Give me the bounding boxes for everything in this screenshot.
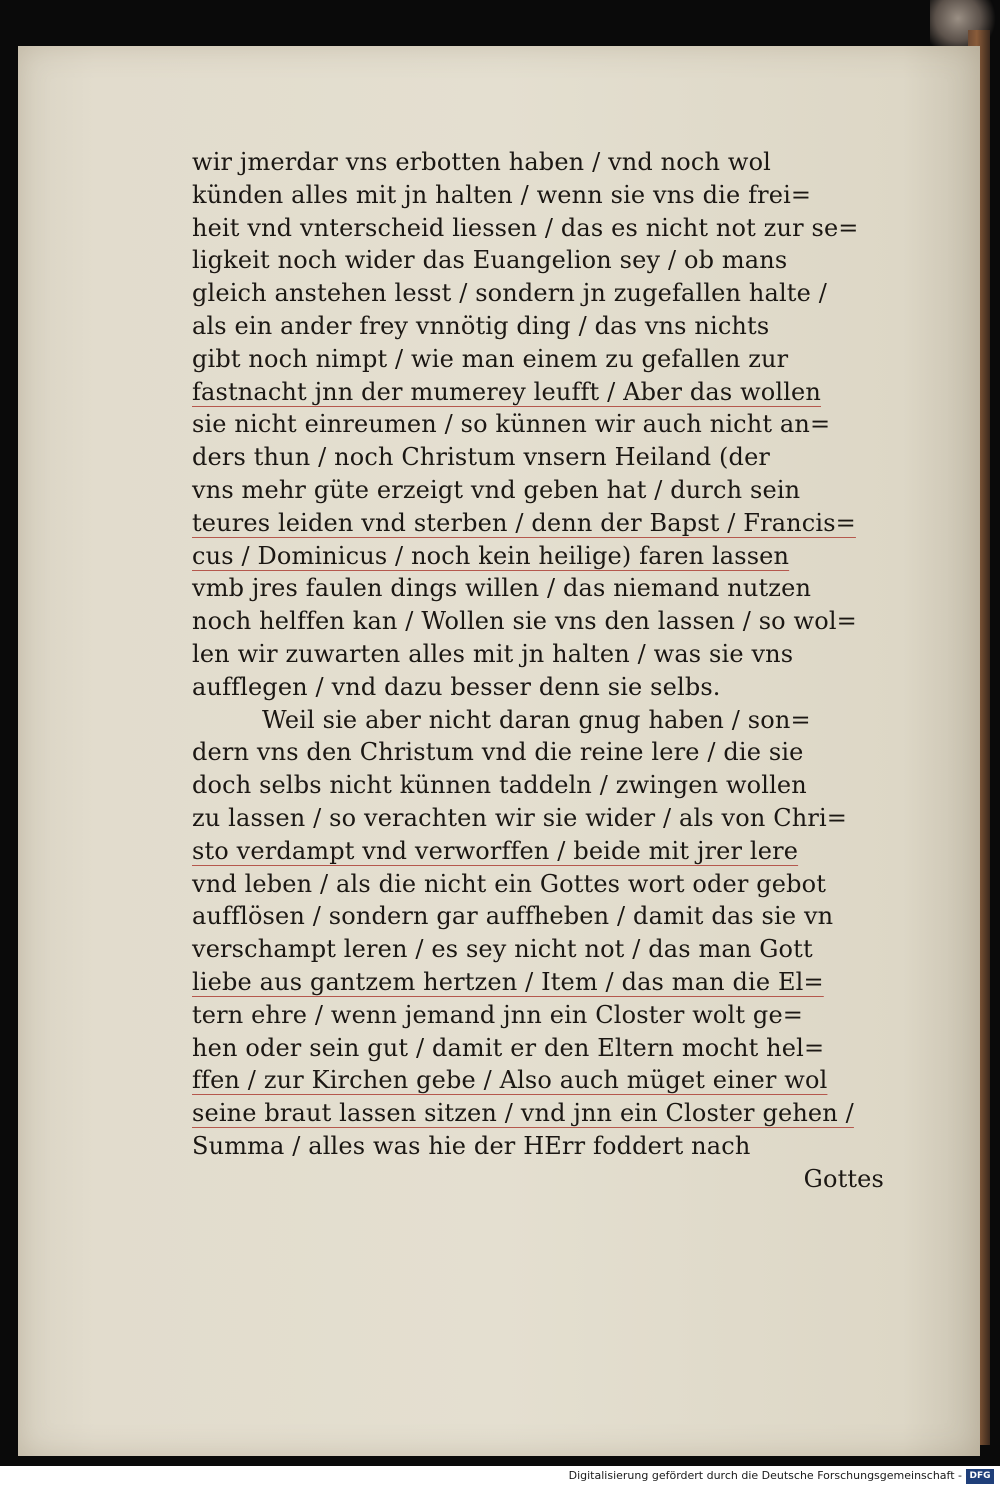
text-line: zu lassen / so verachten wir sie wider / als von Chri= bbox=[192, 803, 848, 832]
text-line: Summa / alles was hie der HErr foddert nach bbox=[192, 1131, 751, 1160]
text-line: doch selbs nicht künnen taddeln / zwingen wollen bbox=[192, 771, 807, 800]
text-line: fastnacht jnn der mumerey leufft / Aber das wollen bbox=[192, 377, 821, 406]
text-line: als ein ander frey vnnötig ding / das vns nichts bbox=[192, 311, 770, 340]
text-line: wir jmerdar vns erbotten haben / vnd noch wol bbox=[192, 148, 771, 176]
text-line: ligkeit noch wider das Euangelion sey / ob mans bbox=[192, 246, 788, 275]
text-line: dern vns den Christum vnd die reine lere / die sie bbox=[192, 738, 804, 767]
text-line: noch helffen kan / Wollen sie vns den lassen / so wol= bbox=[192, 607, 857, 636]
text-line: sto verdampt vnd verworffen / beide mit jrer lere bbox=[192, 836, 799, 865]
text-line: cus / Dominicus / noch kein heilige) faren lassen bbox=[192, 541, 790, 570]
text-line: ffen / zur Kirchen gebe / Also auch müget einer wol bbox=[192, 1066, 828, 1095]
text-line: vmb jres faulen dings willen / das niemand nutzen bbox=[192, 574, 812, 603]
text-line: hen oder sein gut / damit er den Eltern mocht hel= bbox=[192, 1033, 825, 1062]
text-line: vns mehr güte erzeigt vnd geben hat / durch sein bbox=[192, 475, 801, 504]
text-line: vnd leben / als die nicht ein Gottes wort oder gebot bbox=[192, 869, 827, 898]
text-line: sie nicht einreumen / so künnen wir auch nicht an= bbox=[192, 410, 831, 439]
text-line: verschampt leren / es sey nicht not / das man Gott bbox=[192, 935, 813, 964]
catchword: Gottes bbox=[803, 1164, 884, 1193]
text-line: künden alles mit jn halten / wenn sie vns die frei= bbox=[192, 180, 812, 209]
page-text bbox=[192, 146, 892, 1196]
text-line: Weil sie aber nicht daran gnug haben / son= bbox=[262, 705, 811, 734]
text-line: seine braut lassen sitzen / vnd jnn ein Closter gehen / bbox=[192, 1099, 854, 1128]
text-line: gibt noch nimpt / wie man einem zu gefallen zur bbox=[192, 344, 789, 373]
text-line: aufflösen / sondern gar auffheben / damit das sie vn bbox=[192, 902, 834, 931]
footer-bar bbox=[0, 1466, 1000, 1488]
text-line: gleich anstehen lesst / sondern jn zugefallen halte / bbox=[192, 279, 827, 308]
text-line: teures leiden vnd sterben / denn der Bapst / Francis= bbox=[192, 508, 856, 537]
text-line: liebe aus gantzem hertzen / Item / das man die El= bbox=[192, 967, 824, 996]
footer-credit: Digitalisierung gefördert durch die Deutsche Forschungsgemeinschaft - bbox=[568, 1469, 962, 1482]
text-line: tern ehre / wenn jemand jnn ein Closter wolt ge= bbox=[192, 1000, 804, 1029]
dfg-logo-icon: DFG bbox=[966, 1469, 994, 1484]
text-line: aufflegen / vnd dazu besser denn sie selbs. bbox=[192, 672, 721, 701]
text-line: len wir zuwarten alles mit jn halten / was sie vns bbox=[192, 639, 794, 668]
text-line: heit vnd vnterscheid liessen / das es nicht not zur se= bbox=[192, 213, 859, 242]
text-line: ders thun / noch Christum vnsern Heiland (der bbox=[192, 443, 771, 472]
